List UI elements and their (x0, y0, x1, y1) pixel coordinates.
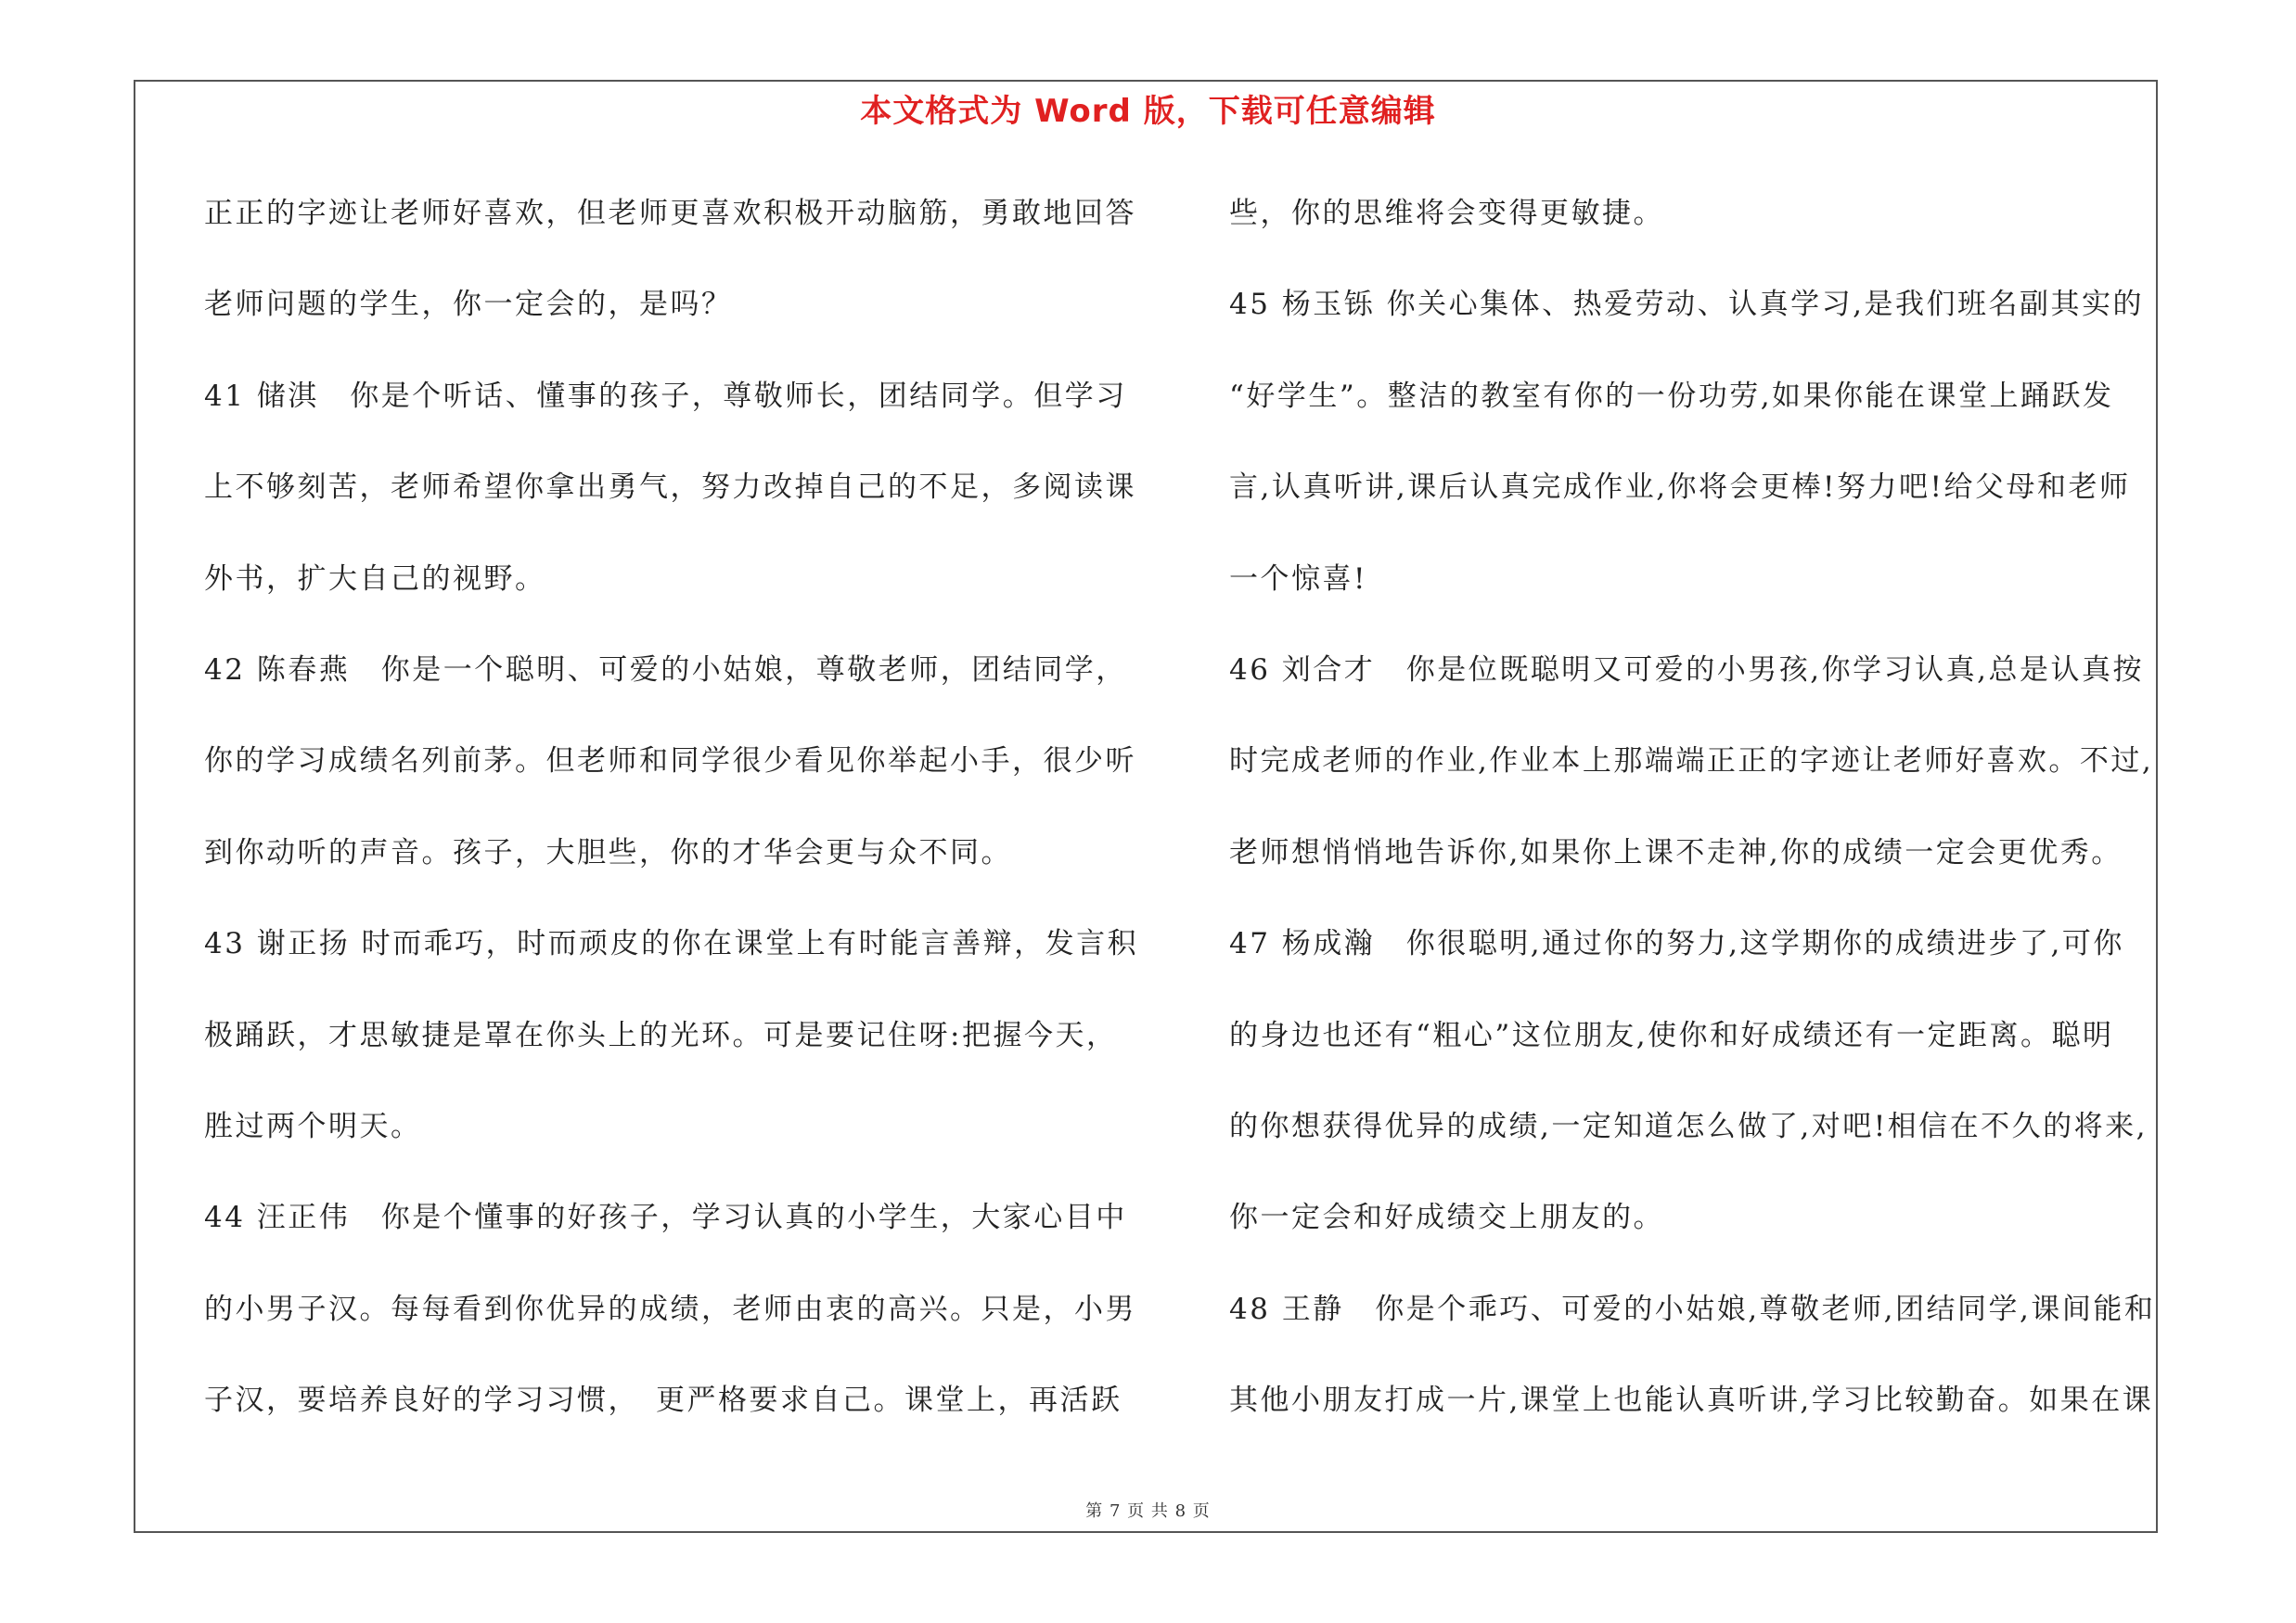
text-line: 你一定会和好成绩交上朋友的。 (1229, 1201, 1664, 1235)
text-line: 些，你的思维将会变得更敏捷。 (1229, 197, 1664, 230)
text-line: 极踊跃，才思敏捷是罩在你头上的光环。可是要记住呀:把握今天， (204, 1018, 1118, 1052)
text-line: 48 王静 你是个乖巧、可爱的小姑娘,尊敬老师,团结同学,课间能和 (1229, 1292, 2156, 1326)
left-text-column (204, 184, 1139, 1462)
text-line: 44 汪正伟 你是个懂事的好孩子，学习认真的小学生，大家心目中 (204, 1201, 1127, 1235)
text-line: 一个惊喜! (1229, 561, 1367, 596)
text-line: 43 谢正扬 时而乖巧，时而顽皮的你在课堂上有时能言善辩，发言积 (204, 927, 1139, 961)
word-format-banner: 本文格式为 Word 版，下载可任意编辑 (860, 93, 1436, 130)
text-line: 正正的字迹让老师好喜欢，但老师更喜欢积极开动脑筋，勇敢地回答 (204, 197, 1136, 230)
text-line: “好学生”。整洁的教室有你的一份功劳,如果你能在课堂上踊跃发 (1229, 379, 2114, 413)
text-line: 子汉，要培养良好的学习习惯， 更严格要求自己。课堂上，再活跃 (204, 1384, 1122, 1418)
text-line: 外书，扩大自己的视野。 (204, 561, 546, 596)
text-line: 45 杨玉铄 你关心集体、热爱劳动、认真学习,是我们班名副其实的 (1229, 288, 2145, 322)
page-number-footer: 第 7 页 共 8 页 (1085, 1501, 1211, 1521)
right-text-column (1229, 184, 2157, 1462)
text-line: 言,认真听讲,课后认真完成作业,你将会更棒!努力吧!给父母和老师 (1229, 470, 2131, 505)
text-line: 上不够刻苦，老师希望你拿出勇气，努力改掉自己的不足，多阅读课 (204, 470, 1136, 505)
text-line: 其他小朋友打成一片,课堂上也能认真听讲,学习比较勤奋。如果在课 (1229, 1384, 2154, 1418)
text-line: 的身边也还有“粗心”这位朋友,使你和好成绩还有一定距离。聪明 (1229, 1018, 2114, 1052)
text-line: 时完成老师的作业,作业本上那端端正正的字迹让老师好喜欢。不过, (1229, 744, 2154, 779)
text-line: 你的学习成绩名列前茅。但老师和同学很少看见你举起小手，很少听 (204, 744, 1136, 779)
text-line: 胜过两个明天。 (204, 1109, 422, 1143)
text-line: 老师想悄悄地告诉你,如果你上课不走神,你的成绩一定会更优秀。 (1229, 835, 2123, 869)
text-line: 42 陈春燕 你是一个聪明、可爱的小姑娘，尊敬老师，团结同学， (204, 652, 1127, 687)
text-line: 的你想获得优异的成绩,一定知道怎么做了,对吧!相信在不久的将来, (1229, 1109, 2148, 1143)
text-line: 47 杨成瀚 你很聪明,通过你的努力,这学期你的成绩进步了,可你 (1229, 927, 2124, 961)
text-line: 到你动听的声音。孩子，大胆些，你的才华会更与众不同。 (204, 835, 1012, 869)
text-line: 老师问题的学生，你一定会的，是吗？ (204, 288, 733, 322)
text-line: 的小男子汉。每每看到你优异的成绩，老师由衷的高兴。只是，小男 (204, 1292, 1136, 1326)
text-line: 41 储淇 你是个听话、懂事的孩子，尊敬师长，团结同学。但学习 (204, 379, 1127, 413)
text-line: 46 刘合才 你是位既聪明又可爱的小男孩,你学习认真,总是认真按 (1229, 652, 2145, 687)
